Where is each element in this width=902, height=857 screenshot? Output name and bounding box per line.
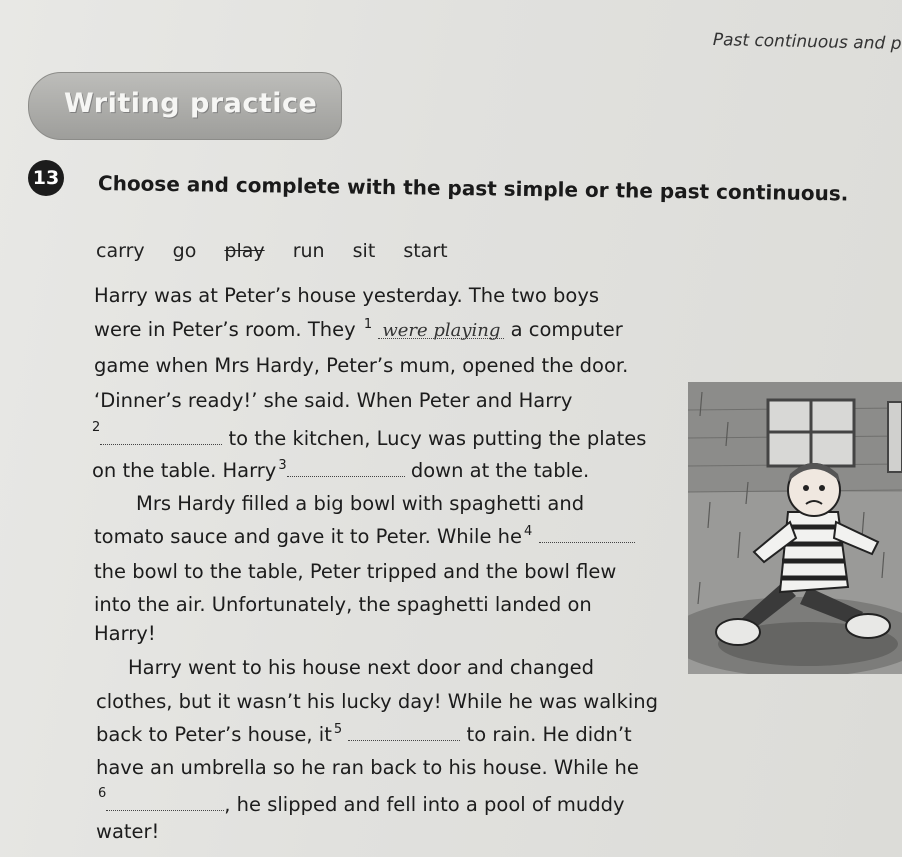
story-line: into the air. Unfortunately, the spaghetti landed on xyxy=(94,593,592,616)
gap-number: 1 xyxy=(363,317,373,332)
word-box-item: run xyxy=(292,240,325,262)
story-line: have an umbrella so he ran back to his house. While he xyxy=(96,756,639,779)
story-text: a computer xyxy=(510,318,623,341)
word-box-item: go xyxy=(172,240,197,262)
gap-1-answer[interactable]: were playing xyxy=(378,320,504,339)
gap-6-blank[interactable] xyxy=(106,792,224,811)
story-line: Harry went to his house next door and changed xyxy=(128,656,594,679)
story-line xyxy=(90,420,647,450)
section-title: Writing practice xyxy=(64,88,318,119)
word-box-item: sit xyxy=(352,240,376,262)
story-line: ‘Dinner’s ready!’ she said. When Peter and Harry xyxy=(94,389,573,412)
story-text: back to Peter’s house, it xyxy=(96,723,332,746)
story-line: clothes, but it wasn’t his lucky day! While he was walking xyxy=(96,690,659,713)
word-box xyxy=(96,240,470,262)
story-text: down at the table. xyxy=(410,459,590,482)
story-line: water! xyxy=(96,820,160,843)
story-line: game when Mrs Hardy, Peter’s mum, opened the door. xyxy=(94,354,629,377)
story-line xyxy=(92,458,589,482)
story-line xyxy=(94,524,635,548)
story-line: Mrs Hardy filled a big bowl with spaghetti and xyxy=(136,492,585,515)
story-text: , he slipped and fell into a pool of muddy xyxy=(224,793,625,816)
story-line: Harry was at Peter’s house yesterday. The two boys xyxy=(94,284,600,307)
exercise-instruction: Choose and complete with the past simple or the past continuous. xyxy=(97,171,849,206)
gap-5-blank[interactable] xyxy=(348,722,460,741)
running-header: Past continuous and p xyxy=(712,30,902,54)
gap-number: 3 xyxy=(278,458,287,473)
story-line xyxy=(96,722,632,746)
exercise-number-badge: 13 xyxy=(28,160,64,196)
story-text: tomato sauce and gave it to Peter. While he xyxy=(94,525,523,548)
story-text: on the table. Harry xyxy=(92,459,277,482)
gap-3-blank[interactable] xyxy=(287,458,405,477)
boy-in-rain-illustration xyxy=(688,382,902,674)
story-line xyxy=(96,786,625,816)
story-text: to the kitchen, Lucy was putting the plates xyxy=(228,427,647,450)
story-line: Harry! xyxy=(94,622,156,645)
gap-number: 4 xyxy=(524,524,533,539)
word-box-item: start xyxy=(403,240,448,262)
gap-number: 2 xyxy=(92,420,101,435)
word-box-item-used: play xyxy=(224,240,265,262)
story-line: the bowl to the table, Peter tripped and the bowl flew xyxy=(94,560,617,583)
gap-2-blank[interactable] xyxy=(100,426,222,445)
word-box-item: carry xyxy=(96,240,145,262)
gap-number: 5 xyxy=(333,722,343,737)
story-text: were in Peter’s room. They xyxy=(94,318,356,341)
story-line xyxy=(94,318,623,341)
gap-number: 6 xyxy=(98,786,107,801)
story-text: to rain. He didn’t xyxy=(466,723,632,746)
gap-4-blank[interactable] xyxy=(539,524,635,543)
